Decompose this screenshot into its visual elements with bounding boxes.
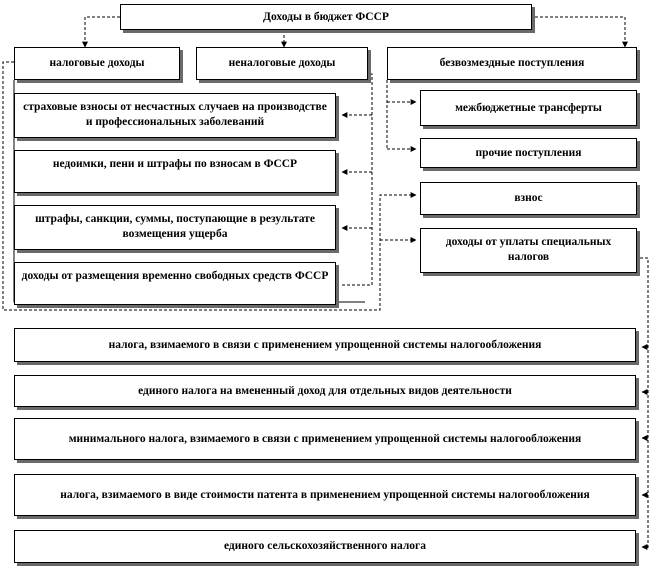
- item-contribution: взнос: [420, 182, 637, 215]
- nontax-item-insurance: страховые взносы от несчастных случаев на производстве и профессиональных заболеваний: [14, 93, 336, 138]
- tax-item-simplified: налога, взимаемого в связи с применением упрощенной системы налогообложения: [14, 328, 636, 362]
- tax-item-imputed: единого налога на вмененный доход для отдельных видов деятельности: [14, 375, 636, 407]
- tax-item-agricultural: единого сельскохозяйственного налога: [14, 530, 636, 563]
- connector-special-bracket: [640, 258, 648, 550]
- tax-item-minimum: минимального налога, взимаемого в связи с применением упрощенной системы налогообложения: [14, 418, 636, 460]
- gratuitous-item-transfers: межбюджетные трансферты: [420, 90, 637, 126]
- category-nontax: неналоговые доходы: [196, 47, 368, 80]
- connector-nontax-bracket: [342, 74, 372, 285]
- nontax-item-fines: штрафы, санкции, суммы, поступающие в результате возмещения ущерба: [14, 205, 336, 250]
- gratuitous-item-other: прочие поступления: [420, 138, 637, 168]
- title-box: Доходы в бюджет ФССР: [120, 4, 532, 30]
- item-special-taxes: доходы от уплаты специальных налогов: [420, 228, 637, 273]
- category-gratuitous: безвозмездные поступления: [387, 47, 637, 80]
- nontax-item-arrears: недоимки, пени и штрафы по взносам в ФССР: [14, 150, 336, 193]
- nontax-item-placement: доходы от размещения временно свободных средств ФССР: [14, 262, 336, 305]
- connector-title-gratuitous: [530, 17, 625, 47]
- connector-title-tax: [85, 17, 120, 47]
- tax-item-patent: налога, взимаемого в виде стоимости патента в применением упрощенной системы налогообложения: [14, 474, 636, 516]
- category-tax: налоговые доходы: [14, 47, 180, 80]
